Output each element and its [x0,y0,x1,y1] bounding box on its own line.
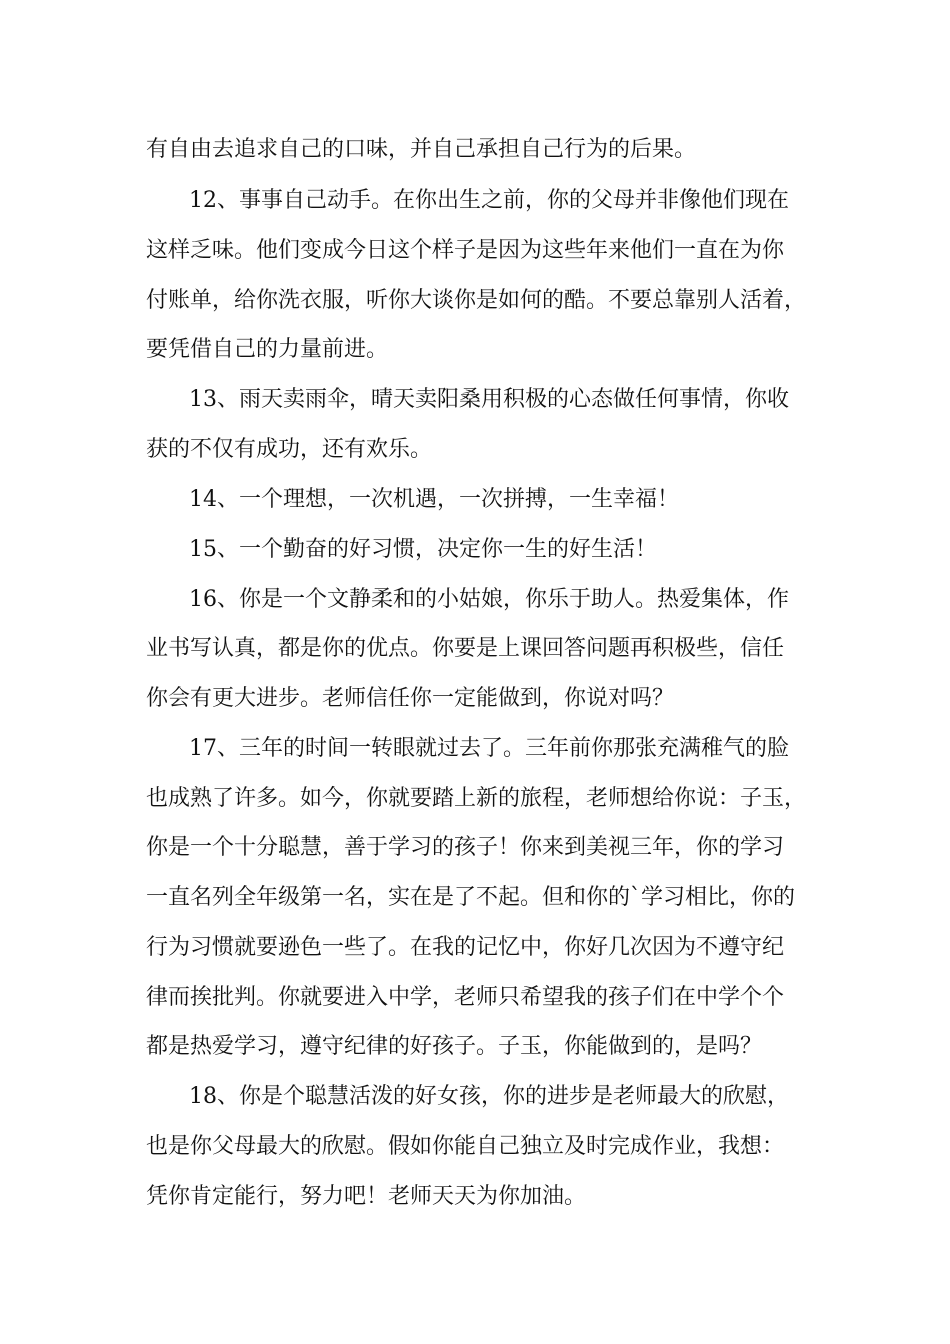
text-line: 你是一个十分聪慧，善于学习的孩子！你来到美视三年，你的学习 [146,835,785,860]
text-line: 付账单，给你洗衣服，听你大谈你是如何的酷。不要总靠别人活着， [146,288,807,313]
text-line: 这样乏味。他们变成今日这个样子是因为这些年来他们一直在为你 [146,238,785,263]
text-line: 都是热爱学习，遵守纪律的好孩子。子玉，你能做到的，是吗？ [146,1034,763,1059]
text-line: 一直名列全年级第一名，实在是了不起。但和你的`学习相比，你的 [146,885,796,910]
paragraph-16-line: 16、你是一个文静柔和的小姑娘，你乐于助人。热爱集体，作 [189,587,789,612]
paragraph-14-line: 14、一个理想，一次机遇，一次拼搏，一生幸福！ [189,487,679,512]
text-line: 获的不仅有成功，还有欢乐。 [146,437,433,462]
paragraph-17-line: 17、三年的时间一转眼就过去了。三年前你那张充满稚气的脸 [189,736,789,761]
paragraph-18-line: 18、你是个聪慧活泼的好女孩，你的进步是老师最大的欣慰， [189,1084,789,1109]
text-line: 你会有更大进步。老师信任你一定能做到，你说对吗？ [146,686,675,711]
text-line: 也是你父母最大的欣慰。假如你能自己独立及时完成作业，我想： [146,1134,785,1159]
text-line: 业书写认真，都是你的优点。你要是上课回答问题再积极些，信任 [146,636,785,661]
text-line: 凭你肯定能行，努力吧！老师天天为你加油。 [146,1184,587,1209]
paragraph-13-line: 13、雨天卖雨伞，晴天卖阳桑用积极的心态做任何事情，你收 [189,387,789,412]
paragraph-15-line: 15、一个勤奋的好习惯，决定你一生的好生活！ [189,537,657,562]
text-line: 有自由去追求自己的口味，并自己承担自己行为的后果。 [146,137,697,162]
text-line: 行为习惯就要逊色一些了。在我的记忆中，你好几次因为不遵守纪 [146,935,785,960]
text-line: 要凭借自己的力量前进。 [146,337,389,362]
text-line: 也成熟了许多。如今，你就要踏上新的旅程，老师想给你说：子玉， [146,786,807,811]
paragraph-12-line: 12、事事自己动手。在你出生之前，你的父母并非像他们现在 [189,188,789,213]
text-line: 律而挨批判。你就要进入中学，老师只希望我的孩子们在中学个个 [146,985,785,1010]
